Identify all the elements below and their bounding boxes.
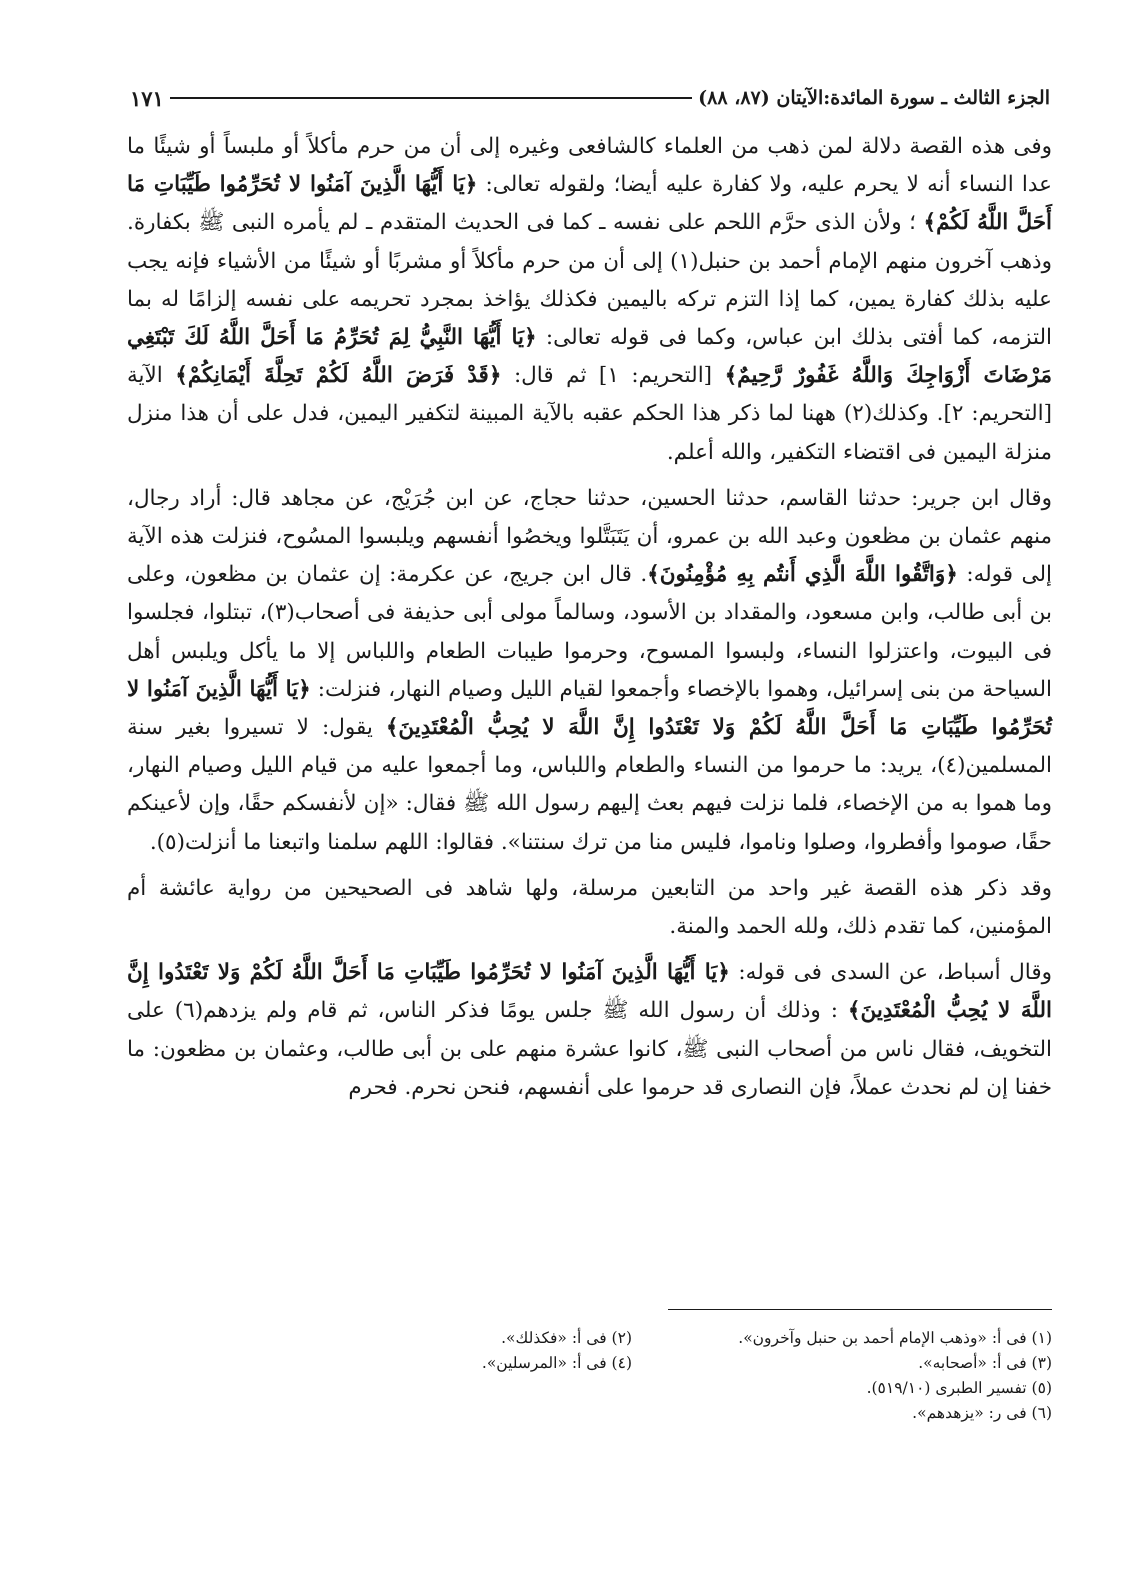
- quran-quote: ﴿يَا أَيُّهَا الَّذِينَ آمَنُوا لا تُحَرِّمُوا طَيِّبَاتِ مَا أَحَلَّ اللَّهُ لَكُمْ وَلا تَعْتَدُوا إِنَّ اللَّهَ لا يُحِبُّ الْمُعْتَدِينَ﴾: [127, 960, 1052, 1024]
- footnote-5: (٥) تفسير الطبرى (٥١٩/١٠).: [866, 1379, 1052, 1397]
- header-title: الجزء الثالث ـ سورة المائدة:الآيتان (٨٧، ٨٨): [698, 87, 1050, 109]
- main-text: [127, 128, 1052, 1115]
- paragraph: [127, 480, 1052, 862]
- footnote-row: [330, 1351, 1052, 1376]
- header-rule: [170, 97, 692, 99]
- footnote-divider: [668, 1309, 1052, 1310]
- footnote-3: (٣) فى أ: «أصحابه».: [918, 1354, 1052, 1372]
- text-segment: الآية [التحريم: ٢]. وكذلك(٢) ههنا لما ذكر هذا الحكم عقبه بالآية المبينة لتكفير اليمين، فدل على أن هذا منزل منزلة اليمين فى اقتضاء التكفير، والله أعلم.: [127, 363, 1052, 465]
- quran-quote: ﴿يَا أَيُّهَا النَّبِيُّ لِمَ تُحَرِّمُ مَا أَحَلَّ اللَّهُ لَكَ تَبْتَغِي مَرْضَاتَ أَزْوَاجِكَ وَاللَّهُ غَفُورٌ رَّحِيمٌ﴾: [127, 325, 1052, 389]
- text-segment: : وذلك أن رسول الله ﷺ جلس يومًا فذكر الناس، ثم قام ولم يزدهم(٦) على التخويف، فقال ناس من أصحاب النبى ﷺ، كانوا عشرة منهم على بن أبى طالب، وعثمان بن مظعون: ما خفنا إن لم نحدث عملاً، فإن النصارى قد حرموا على أنفسهم، فنحن نحرم. فحرم: [127, 998, 1052, 1100]
- footnotes: [330, 1326, 1052, 1426]
- quran-quote: ﴿يَا أَيُّهَا الَّذِينَ آمَنُوا لا تُحَرِّمُوا طَيِّبَاتِ مَا أَحَلَّ اللَّهُ لَكُمْ﴾: [127, 172, 1052, 236]
- footnote-6: (٦) فى ر: «يزهدهم».: [912, 1404, 1052, 1422]
- paragraph: [127, 954, 1052, 1107]
- text-segment: ؛ ولأن الذى حرَّم اللحم على نفسه ـ كما فى الحديث المتقدم ـ لم يأمره النبى ﷺ بكفارة. وذهب آخرون منهم الإمام أحمد بن حنبل(١) إلى أن من حرم مأكلاً أو مشربًا أو شيئًا من الأشياء فإنه يجب عليه بذلك كفارة يمين، كما إذا التزم تركه باليمين فكذلك يؤاخذ بمجرد تحريمه على نفسه إلزامًا له بما التزمه، كما أفتى بذلك ابن عباس، وكما فى قوله تعالى:: [127, 210, 1052, 351]
- text-segment: يقول: لا تسيروا بغير سنة المسلمين(٤)، يريد: ما حرموا من النساء والطعام واللباس، وما أجمعوا عليه من قيام الليل وصيام النهار، وما هموا به من الإخصاء، فلما نزلت فيهم بعث إليهم رسول الله ﷺ فقال: «إن لأنفسكم حقًا، وإن لأعينكم حقًا، صوموا وأفطروا، وصلوا وناموا، فليس منا من ترك سنتنا». فقالوا: اللهم سلمنا واتبعنا ما أنزلت(٥).: [127, 715, 1052, 855]
- footnote-row: [330, 1376, 1052, 1401]
- text-segment: وقال ابن جرير: حدثنا القاسم، حدثنا الحسين، حدثنا حجاج، عن ابن جُرَيْج، عن مجاهد قال: أراد رجال، منهم عثمان بن مظعون وعبد الله بن عمرو، أن يَتَبَتَّلوا ويخصُوا أنفسهم ويلبسوا المسُوح، فنزلت هذه الآية إلى قوله:: [127, 485, 1052, 588]
- text-segment: وقال أسباط، عن السدى فى قوله:: [729, 960, 1052, 986]
- quran-quote: ﴿قَدْ فَرَضَ اللَّهُ لَكُمْ تَحِلَّةَ أَيْمَانِكُمْ﴾: [175, 363, 502, 389]
- page-number: ١٧١: [130, 85, 164, 111]
- footnote-row: [330, 1326, 1052, 1351]
- quran-quote: ﴿وَاتَّقُوا اللَّهَ الَّذِي أَنتُم بِهِ مُؤْمِنُونَ﴾: [647, 562, 958, 588]
- text-segment: . قال ابن جريج، عن عكرمة: إن عثمان بن مظعون، وعلى بن أبى طالب، وابن مسعود، والمقداد بن الأسود، وسالماً مولى أبى حذيفة فى أصحاب(٣)، تبتلوا، فجلسوا فى البيوت، واعتزلوا النساء، ولبسوا المسوح، وحرموا طيبات الطعام واللباس إلا ما يأكل ويلبس أهل السياحة من بنى إسرائيل، وهموا بالإخصاء وأجمعوا لقيام الليل وصيام النهار، فنزلت:: [127, 562, 1052, 702]
- paragraph: [127, 128, 1052, 472]
- footnote-row: [330, 1401, 1052, 1426]
- footnote-2: (٢) فى أ: «فكذلك».: [501, 1329, 632, 1347]
- text-segment: وفى هذه القصة دلالة لمن ذهب من العلماء كالشافعى وغيره إلى أن من حرم مأكلاً أو ملبساً أو شيئًا ما عدا النساء أنه لا يحرم عليه، ولا كفارة عليه أيضا؛ ولقوله تعالى:: [127, 134, 1052, 198]
- running-header: [130, 80, 1050, 116]
- paragraph: [127, 870, 1052, 946]
- footnote-1: (١) فى أ: «وذهب الإمام أحمد بن حنبل وآخرون».: [738, 1329, 1052, 1347]
- footnote-4: (٤) فى أ: «المرسلين».: [481, 1354, 632, 1372]
- text-segment: [التحريم: ١] ثم قال:: [501, 363, 725, 389]
- quran-quote: ﴿يَا أَيُّهَا الَّذِينَ آمَنُوا لا تُحَرِّمُوا طَيِّبَاتِ مَا أَحَلَّ اللَّهُ لَكُمْ وَلا تَعْتَدُوا إِنَّ اللَّهَ لا يُحِبُّ الْمُعْتَدِينَ﴾: [127, 676, 1052, 741]
- text-segment: وقد ذكر هذه القصة غير واحد من التابعين مرسلة، ولها شاهد فى الصحيحين من رواية عائشة أم المؤمنين، كما تقدم ذلك، ولله الحمد والمنة.: [127, 875, 1052, 940]
